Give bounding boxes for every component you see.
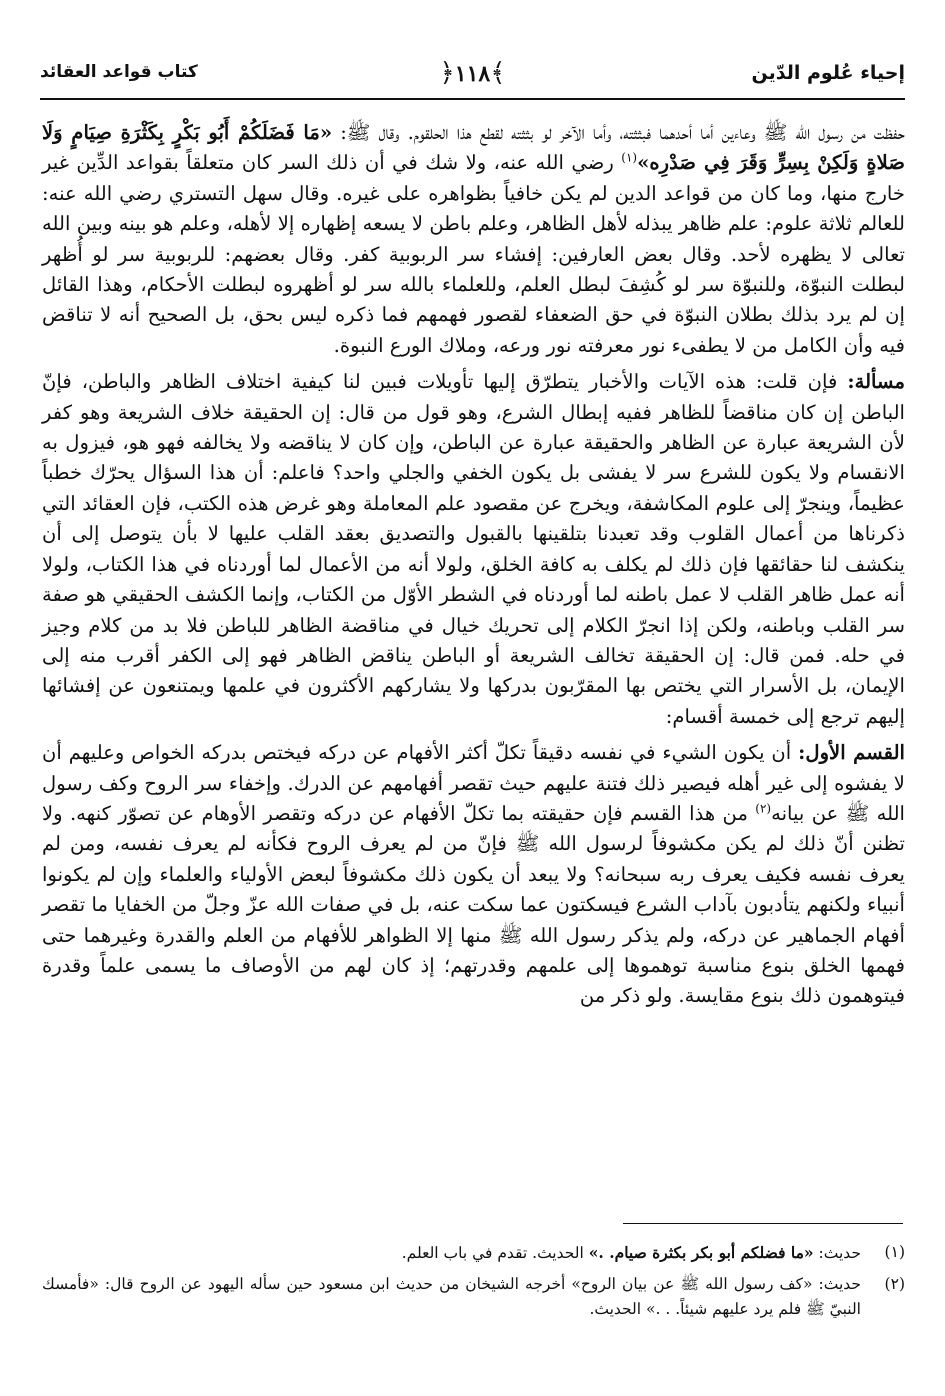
paragraph-1	[42, 118, 905, 361]
masala-label: مسألة:	[847, 370, 905, 394]
hadith-quote-1: «مَا فَضَلَكُمْ أَبُو بَكْرٍ بِكَثْرَةِ صِيَامٍ وَلَا صَلاةٍ وَلَكِنْ بِسِرٍّ وَقَرَ فِي صَدْرِه»	[42, 121, 905, 175]
footnotes	[42, 1240, 905, 1328]
footnote-ref-2[interactable]: (٢)	[755, 801, 772, 816]
footnote-2-text	[42, 1272, 861, 1322]
paragraph-2-text: فإن قلت: هذه الآيات والأخبار يتطرّق إليها تأويلات فبين لنا كيفية اختلاف الظاهر والباطن، فإنّ الباطن إن كان مناقضاً للظاهر ففيه إبطال الشرع، وهو قول من قال: إن الحقيقة خلاف الشريعة وهو كفر لأن الشريعة عبارة عن الظاهر والحقيقة عبارة عن الباطن، وإن كان لا يناقضه ولا يخالفه فهو هو، فيزول به الانقسام ولا يكون للشرع سر لا يفشى بل يكون الخفي والجلي واحد؟ فاعلم: أن هذا السؤال يحرّك خطباً عظيماً، وينجرّ إلى علوم المكاشفة، ويخرج عن مقصود علم المعاملة وهو غرض هذه الكتب، فإن العقائد التي ذكرناها من أعمال القلوب وقد تعبدنا بتلقينها بالقبول والتصديق بعقد القلب عليها لا بأن يتوصل إلى أن ينكشف لنا حقائقها فإن ذلك لم يكلف به كافة الخلق، ولولا أنه من الأعمال لما أوردناه في هذا الكتاب، ولولا أنه عمل ظاهر القلب لا عمل باطنه لما أوردناه في الشطر الأوّل من الكتاب، وإنما الكشف الحقيقي هو صفة سر القلب وباطنه، ولكن إذا انجرّ الكلام إلى تحريك خيال في مناقضة الظاهر للباطن فلا بد من كلام وجيز في حله. فمن قال: إن الحقيقة تخالف الشريعة أو الباطن يناقض الظاهر فهو إلى الكفر أقرب منه إلى الإيمان، بل الأسرار التي يختص بها المقرّبون بدركها ولا يشاركهم الأكثرون في علمها ويمتنعون عن إفشائها إليهم ترجع إلى خمسة أقسام:	[42, 370, 905, 728]
footnote-1-pre: حديث:	[813, 1244, 861, 1262]
book-title: إحياء عُلوم الدّين	[751, 62, 905, 84]
footnote-2-number: (٢)	[884, 1275, 905, 1293]
section-title: كتاب قواعد العقائد	[40, 62, 198, 82]
footnote-rule	[623, 1223, 903, 1224]
section-one-label: القسم الأول:	[798, 741, 905, 765]
footnote-2-quote: «فأمسك النبيّ ﷺ فلم يرد عليهم شيئاً. . .»	[42, 1275, 861, 1318]
paragraph-1-sentence-2b: رضي الله عنه، ولا شك في أن ذلك السر كان متعلقاً بقواعد الدِّين غير خارج منها، وما كان من قواعد الدين لم يكن خافياً بظواهره على غيره. وقال سهل التستري رضي الله عنه: للعالم ثلاثة علوم: علم ظاهر يبذله لأهل الظاهر، وعلم باطن لا يسعه إظهاره إلا لأهله، وعلم هو بينه وبين الله تعالى لا يظهره لأحد. وقال بعض العارفين: إفشاء سر الربوبية كفر. وقال بعضهم: للربوبية سر لو أُظهر لبطلت النبوّة، وللنبوّة سر لو كُشِفَ لبطل العلم، وللعلماء بالله سر لو أظهروه لبطلت الأحكام، وهذا القائل إن لم يرد بذلك بطلان النبوّة في حق الضعفاء لقصور فهمهم فما ذكره ليس بحق، بل الصحيح أنه لا تناقض فيه وأن الكامل من لا يطفىء نور معرفته نور ورعه، وملاك الورع النبوة.	[42, 151, 905, 357]
footnote-2	[42, 1272, 905, 1322]
footnote-1-number: (١)	[884, 1243, 905, 1261]
ornament-bracket-left-icon: ﴿	[439, 58, 455, 88]
footnote-ref-1[interactable]: (١)	[621, 150, 638, 165]
paragraph-3	[42, 738, 905, 1012]
footnote-1-quote: «ما فضلكم أبو بكر بكثرة صيام. .»	[588, 1243, 814, 1262]
paragraph-2	[42, 367, 905, 732]
paragraph-1-sentence-2a: وقال ﷺ:	[332, 121, 400, 144]
paragraph-3-text-a: أن يكون الشيء في نفسه دقيقاً تكلّ أكثر الأفهام عن دركه فيختص بدركه الخواص وعليهم أن لا يفشوه إلى غير أهله فيصير ذلك فتنة عليهم حيث تقصر أفهامهم عن الدرك. وإخفاء سر الروح وكف رسول الله ﷺ عن بيانه	[42, 741, 905, 825]
footnote-1-post: الحديث. تقدم في باب العلم.	[401, 1244, 589, 1262]
footnote-1-text	[42, 1240, 861, 1266]
footnote-2-pre: حديث: «كف رسول الله ﷺ عن بيان الروح» أخرجه الشيخان من حديث ابن مسعود حين سأله اليهود عن الروح قال:	[98, 1275, 861, 1293]
footnote-1	[42, 1240, 905, 1266]
page-number-ornament	[440, 58, 506, 88]
main-text	[42, 118, 905, 1012]
footnote-2-post: الحديث.	[589, 1300, 646, 1318]
page-number: ١١٨	[454, 61, 491, 87]
page-header	[40, 58, 905, 98]
ornament-bracket-right-icon: ﴾	[490, 58, 506, 88]
header-rule	[40, 98, 905, 100]
paragraph-1-sentence-1: حفظت من رسول الله ﷺ وعاءين أما أحدهما فبثثته، وأما الآخر لو بثثته لقطع هذا الحلقوم.	[407, 121, 905, 144]
paragraph-3-text-b: من هذا القسم فإن حقيقته بما تكلّ الأفهام عن دركه وتقصر الأوهام عن تصوّر كنهه. ولا تظنن أنّ ذلك لم يكن مكشوفاً لرسول الله ﷺ فإنّ من لم يعرف الروح فكأنه لم يعرف نفسه، ومن لم يعرف نفسه فكيف يعرف ربه سبحانه؟ ولا يبعد أن يكون ذلك مكشوفاً لبعض الأولياء والعلماء وإن لم يكونوا أنبياء ولكنهم يتأدبون بآداب الشرع فيسكتون عما سكت عنه، بل في صفات الله عزّ وجلّ من الخفايا ما تقصر أفهام الجماهير عن دركه، ولم يذكر رسول الله ﷺ منها إلا الظواهر للأفهام من العلم والقدرة وغيرهما حتى فهمها الخلق بنوع مناسبة توهموها إلى علمهم وقدرتهم؛ إذ كان لهم من الأوصاف ما يسمى علماً وقدرة فيتوهمون ذلك بنوع مقايسة. ولو ذكر من	[42, 801, 905, 1008]
